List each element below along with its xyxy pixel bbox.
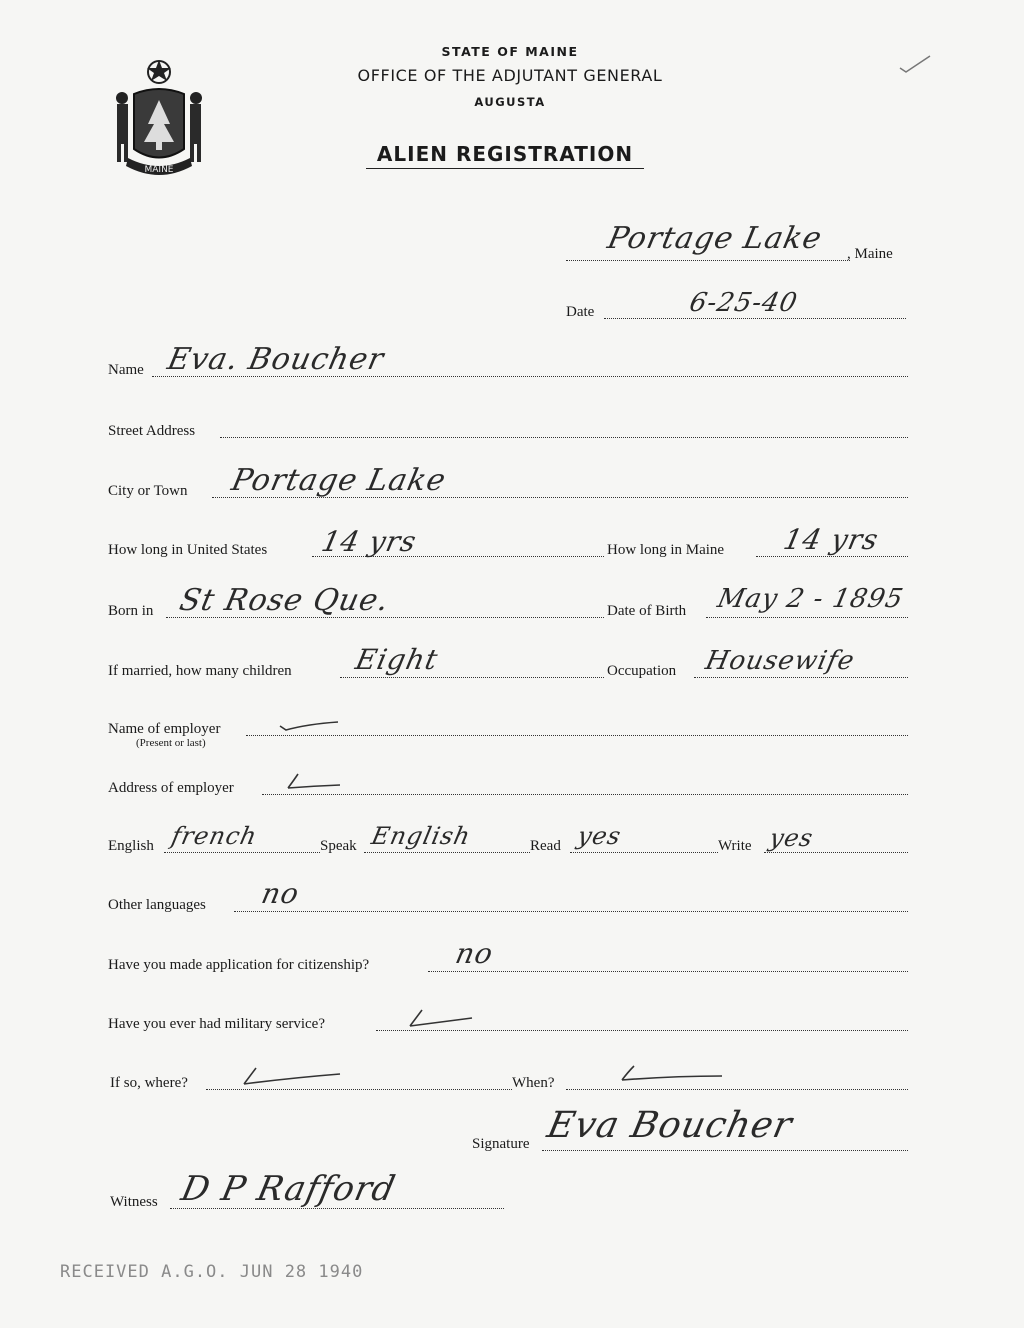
- name-value: Eva. Boucher: [164, 342, 388, 377]
- form-title: ALIEN REGISTRATION: [376, 142, 634, 166]
- long-us-value: 14 yrs: [318, 525, 420, 558]
- other-lang-value: no: [258, 877, 303, 910]
- signature-label: Signature: [472, 1136, 530, 1152]
- city-label: City or Town: [108, 483, 188, 499]
- speak-label: Speak: [320, 838, 357, 854]
- long-maine-label: How long in Maine: [607, 542, 725, 558]
- when-field-line: [566, 1089, 908, 1090]
- maine-state-seal-icon: [104, 54, 214, 184]
- read-field-line: [570, 852, 718, 853]
- header-office: OFFICE OF THE ADJUTANT GENERAL: [357, 66, 663, 85]
- children-value: Eight: [352, 643, 442, 676]
- citizenship-label: Have you made application for citizenship?: [108, 957, 370, 973]
- witness-value: D P Rafford: [177, 1169, 400, 1209]
- english-label: English: [108, 838, 154, 854]
- where-label: If so, where?: [110, 1075, 188, 1091]
- maine-label: , Maine: [847, 246, 893, 262]
- employer-field-line: [246, 735, 908, 736]
- employer-address-field-line: [262, 794, 908, 795]
- read-label: Read: [530, 838, 561, 854]
- write-field-line: [764, 852, 908, 853]
- employer-address-label: Address of employer: [108, 780, 234, 796]
- employer-note: (Present or last): [136, 737, 206, 749]
- header-state: STATE OF MAINE: [441, 44, 579, 59]
- dob-value: May 2 - 1895: [714, 584, 907, 614]
- title-underline: [366, 168, 644, 169]
- citizenship-field-line: [428, 971, 908, 972]
- date-value: 6-25-40: [686, 288, 801, 318]
- witness-label: Witness: [110, 1194, 158, 1210]
- place-value: Portage Lake: [604, 221, 826, 256]
- born-value: St Rose Que.: [176, 583, 393, 618]
- military-label: Have you ever had military service?: [108, 1016, 325, 1032]
- header-city: AUGUSTA: [474, 95, 546, 109]
- employer-label: Name of employer: [108, 721, 221, 737]
- when-label: When?: [512, 1075, 555, 1091]
- speak-value: English: [369, 822, 474, 850]
- born-label: Born in: [108, 603, 154, 619]
- signature-field-line: [542, 1150, 908, 1151]
- long-maine-value: 14 yrs: [780, 523, 882, 556]
- write-value: yes: [767, 824, 817, 852]
- read-value: yes: [575, 822, 625, 850]
- employer-address-dash-mark-icon: [284, 770, 344, 792]
- when-dash-mark-icon: [616, 1060, 726, 1088]
- name-label: Name: [108, 362, 144, 378]
- occupation-value: Housewife: [702, 646, 858, 676]
- speak-field-line: [364, 852, 530, 853]
- check-mark-icon: [898, 54, 932, 74]
- dob-field-line: [706, 617, 908, 618]
- children-label: If married, how many children: [108, 663, 292, 679]
- street-label: Street Address: [108, 423, 196, 439]
- military-field-line: [376, 1030, 908, 1031]
- english-field-line: [164, 852, 320, 853]
- date-label: Date: [566, 304, 595, 320]
- signature-value: Eva Boucher: [543, 1105, 797, 1146]
- military-dash-mark-icon: [406, 1006, 476, 1028]
- where-dash-mark-icon: [240, 1064, 344, 1088]
- employer-dash-mark-icon: [278, 716, 342, 734]
- svg-text:MAINE: MAINE: [144, 165, 174, 175]
- where-field-line: [206, 1089, 512, 1090]
- city-value: Portage Lake: [228, 463, 450, 498]
- other-lang-field-line: [234, 911, 908, 912]
- long-us-label: How long in United States: [108, 542, 268, 558]
- received-stamp: RECEIVED A.G.O. JUN 28 1940: [60, 1262, 364, 1282]
- date-field-line: [604, 318, 906, 319]
- long-maine-field-line: [756, 556, 908, 557]
- english-value: french: [169, 822, 260, 850]
- citizenship-value: no: [452, 937, 497, 970]
- occupation-field-line: [694, 677, 908, 678]
- other-lang-label: Other languages: [108, 897, 206, 913]
- dob-label: Date of Birth: [607, 603, 687, 619]
- write-label: Write: [718, 838, 752, 854]
- street-field-line: [220, 437, 908, 438]
- children-field-line: [340, 677, 604, 678]
- occupation-label: Occupation: [607, 663, 677, 679]
- place-field-line: [566, 260, 850, 261]
